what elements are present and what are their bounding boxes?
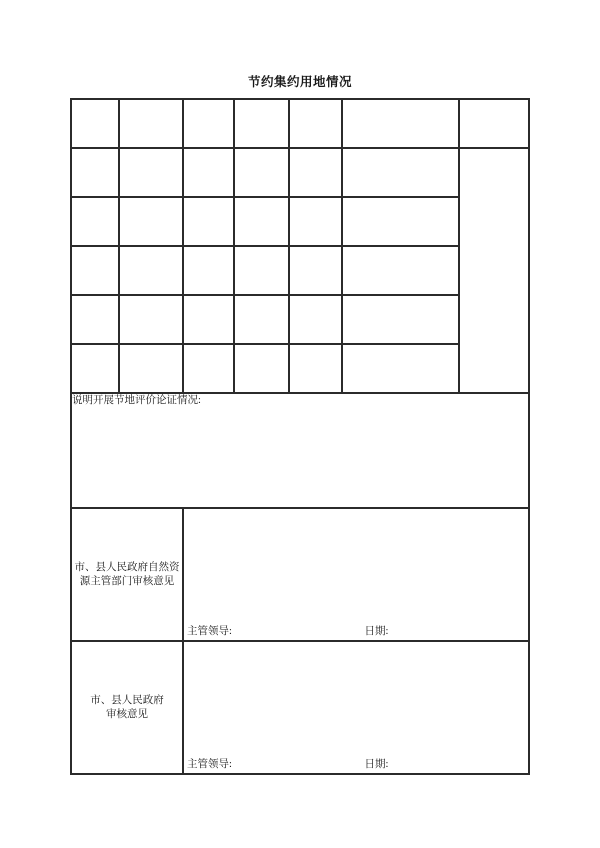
date-label: 日期:	[364, 626, 389, 637]
page-title: 节约集约用地情况	[247, 75, 352, 89]
review-label-natural-resources	[71, 508, 183, 641]
review-opinion-cell-government	[183, 641, 529, 774]
grid-cell-merged-last-column	[459, 148, 529, 393]
grid-cell	[71, 295, 119, 344]
signature-line	[184, 756, 528, 773]
grid-cell	[183, 246, 234, 295]
grid-cell	[119, 148, 183, 197]
review-label-government	[71, 641, 183, 774]
grid-cell	[342, 295, 459, 344]
grid-cell	[183, 99, 234, 148]
grid-cell	[234, 246, 289, 295]
grid-cell	[459, 99, 529, 148]
grid-cell	[342, 148, 459, 197]
grid-cell	[342, 246, 459, 295]
grid-cell	[342, 99, 459, 148]
grid-cell	[342, 344, 459, 393]
review-label-line: 审核意见	[106, 708, 148, 720]
grid-cell	[119, 99, 183, 148]
grid-cell	[71, 99, 119, 148]
grid-cell	[234, 344, 289, 393]
grid-cell	[234, 148, 289, 197]
leader-label: 主管领导:	[187, 759, 232, 770]
date-label: 日期:	[364, 759, 389, 770]
grid-cell	[289, 246, 342, 295]
grid-cell	[119, 197, 183, 246]
grid-cell	[289, 197, 342, 246]
review-section-government	[71, 641, 529, 774]
grid-cell	[119, 295, 183, 344]
grid-cell	[119, 344, 183, 393]
signature-line	[184, 623, 528, 640]
grid-row-1	[71, 99, 529, 148]
grid-cell	[289, 295, 342, 344]
review-section-natural-resources	[71, 508, 529, 641]
grid-cell	[234, 99, 289, 148]
note-label: 说明开展节地评价论证情况:	[72, 395, 201, 406]
review-label-line: 源主管部门审核意见	[79, 575, 175, 587]
land-use-form-table	[70, 98, 530, 775]
grid-cell	[71, 246, 119, 295]
grid-cell	[234, 295, 289, 344]
grid-cell	[71, 148, 119, 197]
grid-cell	[289, 344, 342, 393]
review-label-line: 市、县人民政府	[90, 694, 164, 706]
review-opinion-cell-natural-resources	[183, 508, 529, 641]
grid-cell	[234, 197, 289, 246]
grid-cell	[71, 197, 119, 246]
grid-cell	[183, 148, 234, 197]
review-label-line: 市、县人民政府自然资	[74, 561, 180, 573]
grid-cell	[119, 246, 183, 295]
grid-cell	[289, 99, 342, 148]
grid-row-2	[71, 148, 529, 197]
grid-cell	[342, 197, 459, 246]
note-row	[71, 393, 529, 508]
note-cell	[71, 393, 529, 508]
grid-cell	[71, 344, 119, 393]
grid-cell	[183, 295, 234, 344]
leader-label: 主管领导:	[187, 626, 232, 637]
grid-cell	[289, 148, 342, 197]
grid-cell	[183, 197, 234, 246]
grid-cell	[183, 344, 234, 393]
